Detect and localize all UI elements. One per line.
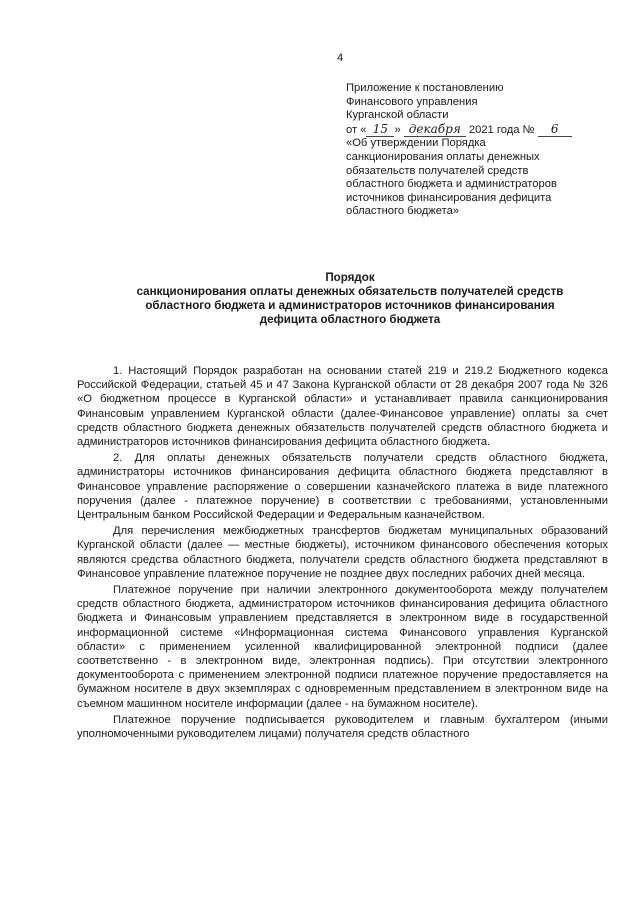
date-prefix: от «: [346, 123, 367, 136]
date-month-handwritten: декабря: [404, 123, 466, 138]
title-line: санкционирования оплаты денежных обязательств получателей средств: [136, 285, 564, 298]
paragraph: Платежное поручение при наличии электронного документооборота между получателем средств областного бюджета, администратором источников финансирования дефицита областного бюджета и Финансовым управлением представляется в электронном виде в государственной информационной системе «Информационная система Финансового управления Курганской области» с применением усиленной квалифицированной электронной подписи (далее соответственно - в электронном виде, электронная подпись). При отсутствии электронного документооборота с применением электронной подписи платежное поручение предоставляется на бумажном носителе в двух экземплярах с одновременным представлением в электронном виде на съемном машинном носителе информации (далее - на бумажном носителе).: [77, 584, 608, 710]
paragraph: 1. Настоящий Порядок разработан на основании статей 219 и 219.2 Бюджетного кодекса Российской Федерации, статьей 45 и 47 Закона Курганской области от 28 декабря 2007 года № 326 «О бюджетном процессе в Курганской области» и устанавливает правила санкционирования Финансовым управлением Курганской области (далее-Финансовое управление) оплаты за счет средств областного бюджета денежных обязательств получателей средств областного бюджета и администраторов источников финансирования дефицита областного бюджета.: [77, 365, 608, 449]
document-body: [77, 364, 608, 743]
paragraph: 2. Для оплаты денежных обязательств получатели средств областного бюджета, администраторы источников финансирования дефицита областного бюджета представляют в Финансовое управление распоряжение о совершении казначейского платежа в виде платежного поручения (далее - платежное поручение) в соответствии с требованиями, установленными Центральным банком Российской Федерации и Федеральным казначейством.: [77, 452, 608, 522]
appendix-desc: санкционирования оплаты денежных: [346, 150, 540, 163]
title-line: дефицита областного бюджета: [259, 313, 441, 326]
appendix-line: Приложение к постановлению: [346, 82, 504, 94]
paragraph: Для перечисления межбюджетных трансфертов бюджетам муниципальных образований Курганской области (далее — местные бюджеты), источником финансового обеспечения которых являются средства областного бюджета, получатели средств областного бюджета представляют в Финансовое управление платежное поручение не позднее двух последних рабочих дней месяца.: [77, 525, 608, 580]
date-day-handwritten: 15: [366, 123, 394, 138]
page-number: 4: [337, 52, 344, 64]
appendix-block: [346, 82, 606, 219]
appendix-desc: источников финансирования дефицита: [346, 191, 552, 204]
appendix-line: Финансового управления: [346, 95, 478, 108]
appendix-desc: «Об утверждении Порядка: [346, 137, 486, 150]
paragraph: Платежное поручение подписывается руководителем и главным бухгалтером (иными уполномоченными руководителем лицами) получателя средств областного: [77, 713, 608, 741]
appendix-desc: областного бюджета»: [346, 205, 460, 218]
document-number-handwritten: 6: [538, 123, 572, 138]
title-line: Порядок: [325, 271, 375, 284]
appendix-line: Курганской области: [346, 109, 449, 122]
appendix-desc: областного бюджета и администраторов: [346, 178, 557, 191]
appendix-date-line: [346, 123, 606, 138]
document-title: [90, 271, 610, 327]
date-year: 2021 года №: [468, 123, 535, 136]
date-mid: »: [394, 123, 401, 136]
appendix-desc: обязательств получателей средств: [346, 164, 529, 177]
title-line: областного бюджета и администраторов источников финансирования: [145, 299, 555, 312]
